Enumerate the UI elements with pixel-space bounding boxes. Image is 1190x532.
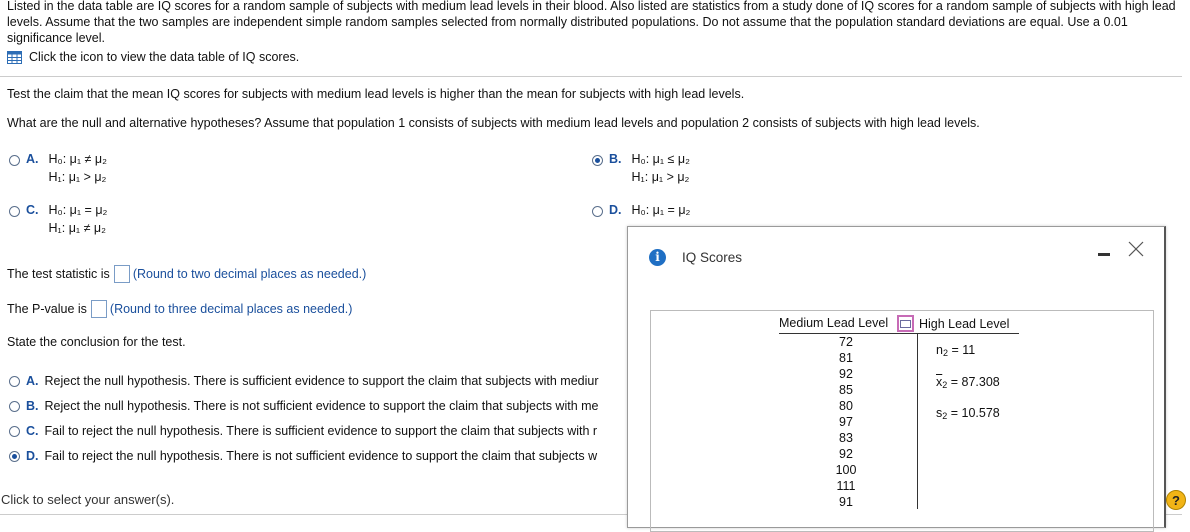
- test-stat-label: The test statistic is: [7, 267, 110, 281]
- p-value-row: [7, 300, 352, 318]
- radio-c[interactable]: [9, 206, 20, 217]
- help-icon[interactable]: ?: [1166, 490, 1186, 510]
- xbar2-stat: $x_2 = 87.308$: [936, 375, 1000, 390]
- close-icon[interactable]: [1128, 241, 1144, 257]
- col-header-high: High Lead Level: [919, 317, 1010, 331]
- data-link-text: Click the icon to view the data table of IQ scores.: [29, 50, 300, 64]
- conclusion-label: State the conclusion for the test.: [7, 335, 186, 349]
- n2-stat: $n_2 = 11$: [936, 343, 976, 358]
- col-header-medium: Medium Lead Level: [779, 316, 889, 330]
- problem-intro: Listed in the data table are IQ scores for a random sample of subjects with medium lead levels in their blood. Also listed are statistics from a study done of IQ scores for a random sample of subjects with high lead levels. Assume that the two samples are independent simple random samples selected from normally distributed populations. Do not assume that the population standard deviations are equal. Use a 0.01 significance level.: [7, 0, 1176, 45]
- p-value-hint: (Round to three decimal places as needed.): [109, 302, 353, 316]
- hyp-option-d[interactable]: D. H₀: μ₁ = μ₂: [592, 203, 690, 219]
- hyp-option-a[interactable]: A. H₀: μ₁ ≠ μ₂ H₁: μ₁ > μ₂: [9, 152, 107, 186]
- p-value-input[interactable]: [91, 300, 107, 318]
- popup-title: IQ Scores: [682, 250, 743, 265]
- conclusion-option-b[interactable]: B. Reject the null hypothesis. There is not sufficient evidence to support the claim that subjects with me: [9, 399, 599, 413]
- test-stat-row: [7, 265, 366, 283]
- info-icon: i: [649, 249, 666, 266]
- h0-text: H₀: μ₁ ≤ μ₂: [631, 152, 690, 166]
- hypotheses-prompt: What are the null and alternative hypotheses? Assume that population 1 consists of subjects with medium lead levels and population 2 consists of subjects with high lead levels.: [7, 116, 980, 130]
- h0-text: H₀: μ₁ = μ₂: [631, 203, 691, 217]
- value-cell: 72: [839, 335, 853, 349]
- value-cell: 83: [839, 431, 853, 445]
- data-table-link[interactable]: [7, 50, 299, 64]
- value-cell: 100: [835, 463, 857, 477]
- test-stat-input[interactable]: [114, 265, 130, 283]
- radio-b[interactable]: [592, 155, 603, 166]
- value-cell: 92: [839, 367, 853, 381]
- h1-text: H₁: μ₁ > μ₂: [48, 170, 107, 184]
- minimize-icon[interactable]: [1098, 253, 1110, 256]
- value-cell: 111: [836, 479, 856, 493]
- status-text: Click to select your answer(s).: [1, 492, 175, 507]
- radio-d[interactable]: [592, 206, 603, 217]
- test-stat-hint: (Round to two decimal places as needed.): [132, 267, 367, 281]
- hyp-option-b[interactable]: B. H₀: μ₁ ≤ μ₂ H₁: μ₁ > μ₂: [592, 152, 690, 186]
- claim-text: Test the claim that the mean IQ scores for subjects with medium lead levels is higher than the mean for subjects with high lead levels.: [7, 87, 745, 101]
- h0-text: H₀: μ₁ = μ₂: [48, 203, 108, 217]
- conclusion-option-d[interactable]: D. Fail to reject the null hypothesis. There is not sufficient evidence to support the claim that subjects w: [9, 449, 597, 463]
- divider: [0, 76, 1182, 77]
- value-cell: 91: [839, 495, 853, 509]
- conclusion-option-c[interactable]: C. Fail to reject the null hypothesis. There is sufficient evidence to support the claim that subjects with r: [9, 424, 597, 438]
- h1-text: H₁: μ₁ ≠ μ₂: [48, 221, 106, 235]
- column-separator: [917, 333, 918, 509]
- iq-scores-popup: [627, 226, 1166, 528]
- value-cell: 97: [839, 415, 853, 429]
- copy-data-icon[interactable]: [897, 315, 914, 332]
- value-cell: 92: [839, 447, 853, 461]
- medium-values-column: [821, 334, 871, 510]
- p-value-label: The P-value is: [7, 302, 87, 316]
- value-cell: 85: [839, 383, 853, 397]
- radio-conc-c[interactable]: [9, 426, 20, 437]
- h1-text: H₁: μ₁ > μ₂: [631, 170, 690, 184]
- data-table-frame: [650, 310, 1154, 532]
- header-rule: [779, 333, 1019, 334]
- radio-a[interactable]: [9, 155, 20, 166]
- radio-conc-d[interactable]: [9, 451, 20, 462]
- data-table-icon[interactable]: [7, 51, 22, 64]
- value-cell: 80: [839, 399, 853, 413]
- s2-stat: $s_2 = 10.578$: [936, 406, 1000, 421]
- h0-text: H₀: μ₁ ≠ μ₂: [48, 152, 107, 166]
- hyp-option-c[interactable]: C. H₀: μ₁ = μ₂ H₁: μ₁ ≠ μ₂: [9, 203, 107, 237]
- radio-conc-b[interactable]: [9, 401, 20, 412]
- radio-conc-a[interactable]: [9, 376, 20, 387]
- value-cell: 81: [839, 351, 853, 365]
- conclusion-option-a[interactable]: A. Reject the null hypothesis. There is sufficient evidence to support the claim that subjects with mediur: [9, 374, 599, 388]
